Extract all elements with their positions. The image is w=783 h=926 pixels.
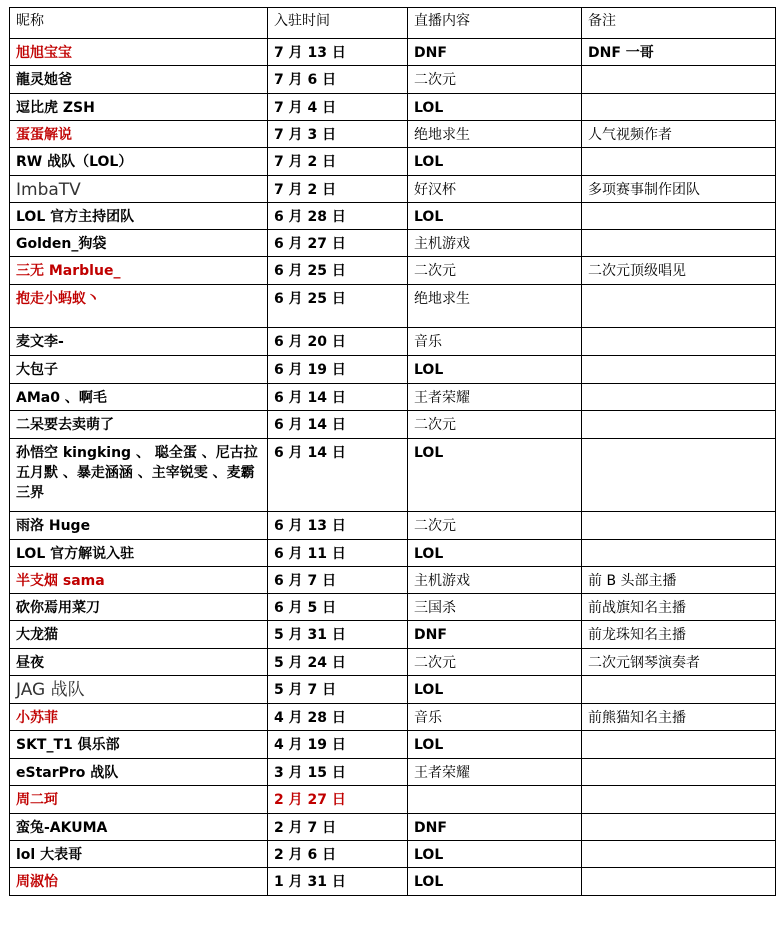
nickname-cell: 蛋蛋解说	[10, 121, 268, 148]
remark-cell	[582, 439, 776, 512]
nickname-cell: ImbaTV	[10, 176, 268, 203]
nickname-cell: 昼夜	[10, 649, 268, 676]
table-row	[10, 567, 776, 594]
nickname-cell: 雨洛 Huge	[10, 512, 268, 540]
table-row	[10, 814, 776, 841]
table-row	[10, 285, 776, 328]
remark-cell: 多项赛事制作团队	[582, 176, 776, 203]
stream-content-cell: 三国杀	[408, 594, 582, 621]
nickname-cell: JAG 战队	[10, 676, 268, 704]
join-date-cell: 6 月 19 日	[268, 356, 408, 384]
nickname-cell: 孙悟空 kingking 、 聪全蛋 、尼古拉五月默 、暴走涵涵 、主宰锐雯 、麦霸三界	[10, 439, 268, 512]
join-date-cell: 5 月 31 日	[268, 621, 408, 649]
stream-content-cell: LOL	[408, 148, 582, 176]
stream-content-cell: LOL	[408, 203, 582, 230]
remark-cell	[582, 731, 776, 759]
remark-cell	[582, 328, 776, 356]
stream-content-cell: 二次元	[408, 649, 582, 676]
remark-cell: 前战旗知名主播	[582, 594, 776, 621]
stream-content-cell: LOL	[408, 841, 582, 868]
stream-content-cell: 二次元	[408, 512, 582, 540]
nickname-cell: 周淑怡	[10, 868, 268, 896]
table-row	[10, 540, 776, 567]
nickname-cell: Golden_狗袋	[10, 230, 268, 257]
table-row	[10, 94, 776, 121]
stream-content-cell: LOL	[408, 676, 582, 704]
remark-cell: DNF 一哥	[582, 39, 776, 66]
stream-content-cell: 好汉杯	[408, 176, 582, 203]
stream-content-cell: 二次元	[408, 411, 582, 439]
nickname-cell: AMa0 、啊毛	[10, 384, 268, 411]
nickname-cell: 大龙猫	[10, 621, 268, 649]
table-row	[10, 176, 776, 203]
nickname-cell: 大包子	[10, 356, 268, 384]
header-remark: 备注	[582, 8, 776, 39]
nickname-cell: 麦文李-	[10, 328, 268, 356]
join-date-cell: 1 月 31 日	[268, 868, 408, 896]
table-row	[10, 203, 776, 230]
nickname-cell: 二呆要去卖萌了	[10, 411, 268, 439]
remark-cell	[582, 411, 776, 439]
join-date-cell: 7 月 2 日	[268, 148, 408, 176]
join-date-cell: 6 月 5 日	[268, 594, 408, 621]
remark-cell	[582, 66, 776, 94]
header-stream-content: 直播内容	[408, 8, 582, 39]
table-row	[10, 759, 776, 786]
table-row	[10, 148, 776, 176]
join-date-cell: 7 月 6 日	[268, 66, 408, 94]
join-date-cell: 2 月 27 日	[268, 786, 408, 814]
join-date-cell: 6 月 14 日	[268, 411, 408, 439]
table-row	[10, 731, 776, 759]
stream-content-cell: 王者荣耀	[408, 384, 582, 411]
join-date-cell: 6 月 27 日	[268, 230, 408, 257]
table-row	[10, 868, 776, 896]
table-row	[10, 356, 776, 384]
table-row	[10, 328, 776, 356]
remark-cell	[582, 94, 776, 121]
nickname-cell: 抱走小蚂蚁丶	[10, 285, 268, 328]
nickname-cell: 龍灵她爸	[10, 66, 268, 94]
stream-content-cell: DNF	[408, 814, 582, 841]
remark-cell	[582, 148, 776, 176]
table-row	[10, 786, 776, 814]
join-date-cell: 2 月 7 日	[268, 814, 408, 841]
streamer-table	[9, 7, 776, 896]
stream-content-cell: LOL	[408, 94, 582, 121]
join-date-cell: 5 月 7 日	[268, 676, 408, 704]
nickname-cell: lol 大表哥	[10, 841, 268, 868]
nickname-cell: LOL 官方主持团队	[10, 203, 268, 230]
join-date-cell: 6 月 7 日	[268, 567, 408, 594]
nickname-cell: 周二珂	[10, 786, 268, 814]
table-row	[10, 411, 776, 439]
remark-cell: 前熊猫知名主播	[582, 704, 776, 731]
join-date-cell: 6 月 13 日	[268, 512, 408, 540]
nickname-cell: 半支烟 sama	[10, 567, 268, 594]
table-body	[10, 39, 776, 896]
nickname-cell: eStarPro 战队	[10, 759, 268, 786]
table-row	[10, 230, 776, 257]
remark-cell	[582, 356, 776, 384]
table-row	[10, 676, 776, 704]
nickname-cell: 三无 Marblue_	[10, 257, 268, 285]
table-row	[10, 439, 776, 512]
remark-cell: 前龙珠知名主播	[582, 621, 776, 649]
remark-cell: 前 B 头部主播	[582, 567, 776, 594]
remark-cell	[582, 203, 776, 230]
stream-content-cell: LOL	[408, 540, 582, 567]
join-date-cell: 3 月 15 日	[268, 759, 408, 786]
join-date-cell: 5 月 24 日	[268, 649, 408, 676]
join-date-cell: 6 月 25 日	[268, 285, 408, 328]
nickname-cell: 砍你焉用菜刀	[10, 594, 268, 621]
stream-content-cell: LOL	[408, 868, 582, 896]
remark-cell	[582, 814, 776, 841]
stream-content-cell: DNF	[408, 621, 582, 649]
remark-cell	[582, 786, 776, 814]
stream-content-cell: 绝地求生	[408, 121, 582, 148]
stream-content-cell: 主机游戏	[408, 567, 582, 594]
stream-content-cell: LOL	[408, 731, 582, 759]
header-nickname: 昵称	[10, 8, 268, 39]
table-row	[10, 704, 776, 731]
nickname-cell: 旭旭宝宝	[10, 39, 268, 66]
remark-cell	[582, 512, 776, 540]
table-row	[10, 512, 776, 540]
table-row	[10, 594, 776, 621]
join-date-cell: 4 月 28 日	[268, 704, 408, 731]
table-row	[10, 39, 776, 66]
join-date-cell: 7 月 2 日	[268, 176, 408, 203]
join-date-cell: 6 月 14 日	[268, 439, 408, 512]
nickname-cell: 小苏菲	[10, 704, 268, 731]
remark-cell: 人气视频作者	[582, 121, 776, 148]
table-row	[10, 384, 776, 411]
remark-cell	[582, 285, 776, 328]
join-date-cell: 2 月 6 日	[268, 841, 408, 868]
stream-content-cell: 二次元	[408, 257, 582, 285]
join-date-cell: 7 月 4 日	[268, 94, 408, 121]
nickname-cell: 逗比虎 ZSH	[10, 94, 268, 121]
remark-cell	[582, 868, 776, 896]
join-date-cell: 4 月 19 日	[268, 731, 408, 759]
join-date-cell: 6 月 11 日	[268, 540, 408, 567]
stream-content-cell: 音乐	[408, 328, 582, 356]
header-join-date: 入驻时间	[268, 8, 408, 39]
join-date-cell: 6 月 28 日	[268, 203, 408, 230]
join-date-cell: 6 月 25 日	[268, 257, 408, 285]
nickname-cell: 蛮兔-AKUMA	[10, 814, 268, 841]
table-row	[10, 841, 776, 868]
table-row	[10, 121, 776, 148]
remark-cell	[582, 676, 776, 704]
header-row	[10, 8, 776, 39]
remark-cell	[582, 230, 776, 257]
stream-content-cell: 绝地求生	[408, 285, 582, 328]
stream-content-cell: 二次元	[408, 66, 582, 94]
join-date-cell: 7 月 3 日	[268, 121, 408, 148]
stream-content-cell: LOL	[408, 356, 582, 384]
stream-content-cell	[408, 786, 582, 814]
join-date-cell: 6 月 20 日	[268, 328, 408, 356]
stream-content-cell: 音乐	[408, 704, 582, 731]
stream-content-cell: DNF	[408, 39, 582, 66]
stream-content-cell: 主机游戏	[408, 230, 582, 257]
remark-cell	[582, 841, 776, 868]
remark-cell: 二次元顶级唱见	[582, 257, 776, 285]
nickname-cell: SKT_T1 俱乐部	[10, 731, 268, 759]
remark-cell	[582, 540, 776, 567]
nickname-cell: RW 战队（LOL）	[10, 148, 268, 176]
stream-content-cell: 王者荣耀	[408, 759, 582, 786]
stream-content-cell: LOL	[408, 439, 582, 512]
table-row	[10, 66, 776, 94]
table-row	[10, 257, 776, 285]
join-date-cell: 6 月 14 日	[268, 384, 408, 411]
remark-cell: 二次元钢琴演奏者	[582, 649, 776, 676]
table-row	[10, 621, 776, 649]
table-row	[10, 649, 776, 676]
remark-cell	[582, 759, 776, 786]
remark-cell	[582, 384, 776, 411]
nickname-cell: LOL 官方解说入驻	[10, 540, 268, 567]
join-date-cell: 7 月 13 日	[268, 39, 408, 66]
